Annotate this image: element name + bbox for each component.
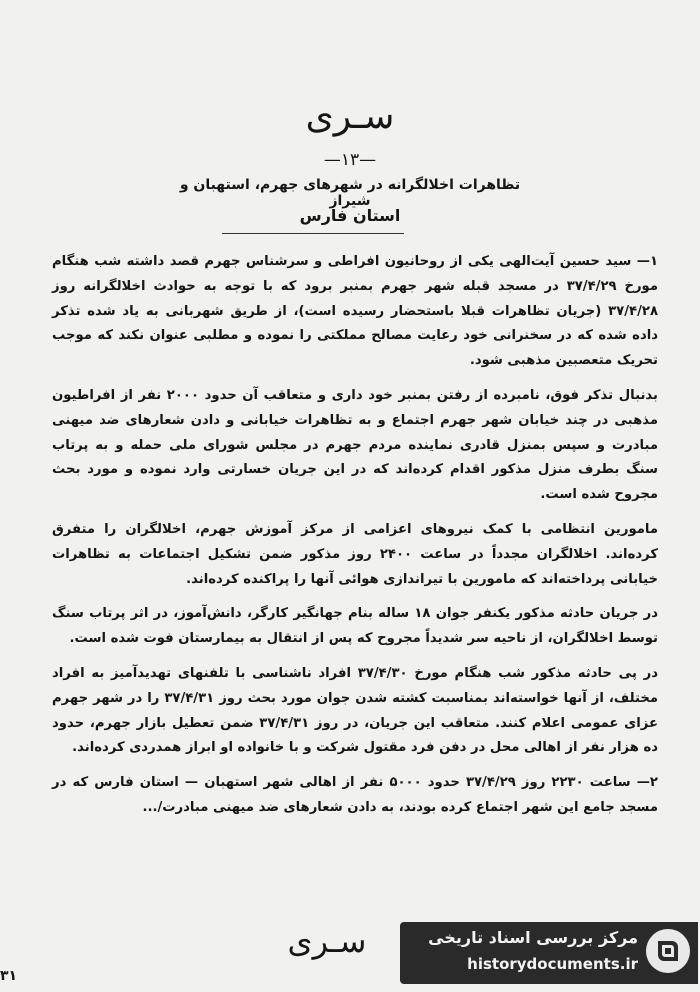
paragraph: ۱— سید حسین آیت‌الهی یکی از روحانیون افراطی و سرشناس جهرم قصد داشته شب هنگام مورخ ۳۷/۴/۲۹ در مسجد قبله شهر جهرم بمنبر برود که با توجه به حوادث اخلالگرانه روز ۳۷/۴/۲۸ (جریان تظاهرات قبلا باستحضار رسیده است)، از طریق شهربانی به یاد شده تذکر داده شده که در سخنرانی خود رعایت مصالح مملکتی را نموده و مطلبی عنوان نکند که موجب تحریک متعصبین مذهبی شود. (52, 254, 658, 369)
archive-logo-icon (646, 929, 690, 973)
document-title: تظاهرات اخلالگرانه در شهرهای جهرم، استهبان و شیراز (179, 177, 521, 209)
watermark-banner (400, 922, 698, 984)
province-heading: استان فارس (299, 206, 401, 225)
paragraph: در جریان حادثه مذکور یکنفر جوان ۱۸ ساله بنام جهانگیر کارگر، دانش‌آموز، در اثر پرتاب سنگ توسط اخلالگران، از ناحیه سر شدیداً مجروح که پس از انتقال به بیمارستان فوت شده است. (52, 606, 658, 647)
classification-header: سـری (305, 96, 395, 137)
heading-underline (222, 233, 404, 234)
paragraph: مامورین انتظامی با کمک نیروهای اعزامی از مرکز آموزش جهرم، اخلالگران را متفرق کرده‌اند. اخلالگران مجدداً در ساعت ۲۴۰۰ روز مذکور ضمن تشکیل اجتماعات به تظاهرات خیابانی پرداخته‌اند که مامورین با تیراندازی هوائی آنها را پراکنده کرده‌اند. (52, 521, 658, 587)
paragraph: در پی حادثه مذکور شب هنگام مورخ ۳۷/۴/۳۰ افراد ناشناسی با تلفنهای تهدیدآمیز به افراد مختلف، از آنها خواسته‌اند بمناسبت کشته شدن جوان مورد بحث روز ۳۷/۴/۳۱ را در شهر جهرم عزای عمومی اعلام کنند. متعاقب این جریان، در روز ۳۷/۴/۳۱ ضمن تعطیل بازار جهرم، حدود ده هزار نفر از اهالی محل در دفن فرد مقتول شرکت و با خانواده او ابراز همدردی کرده‌اند. (52, 665, 658, 756)
document-number: —۱۳— (323, 150, 377, 170)
classification-footer: سـری (287, 922, 367, 960)
paragraph: ۲— ساعت ۲۲۳۰ روز ۳۷/۴/۲۹ حدود ۵۰۰۰ نفر از اهالی شهر استهبان — استان فارس که در مسجد جامع این شهر اجتماع کرده بودند، به دادن شعارهای ضد میهنی مبادرت/... (52, 775, 658, 815)
paragraph: بدنبال تذکر فوق، نامبرده از رفتن بمنبر خود داری و متعاقب آن حدود ۲۰۰۰ نفر از افراطیون مذهبی در چند خیابان شهر جهرم اجتماع و به تظاهرات خیابانی و دادن شعارهای ضد میهنی مبادرت و سپس بمنزل قادری نماینده مردم جهرم در مجلس شورای ملی حمله و به پرتاب سنگ بطرف منزل مذکور اقدام کرده‌اند که در این جریان خسارتی وارد نموده و مورد بحث مجروح شده است. (52, 387, 658, 503)
page-number: ۳۱ (0, 968, 18, 984)
watermark-url: historydocuments.ir (467, 955, 638, 973)
document-body (52, 250, 658, 831)
watermark-title: مرکز بررسی اسناد تاریخی (428, 928, 638, 947)
